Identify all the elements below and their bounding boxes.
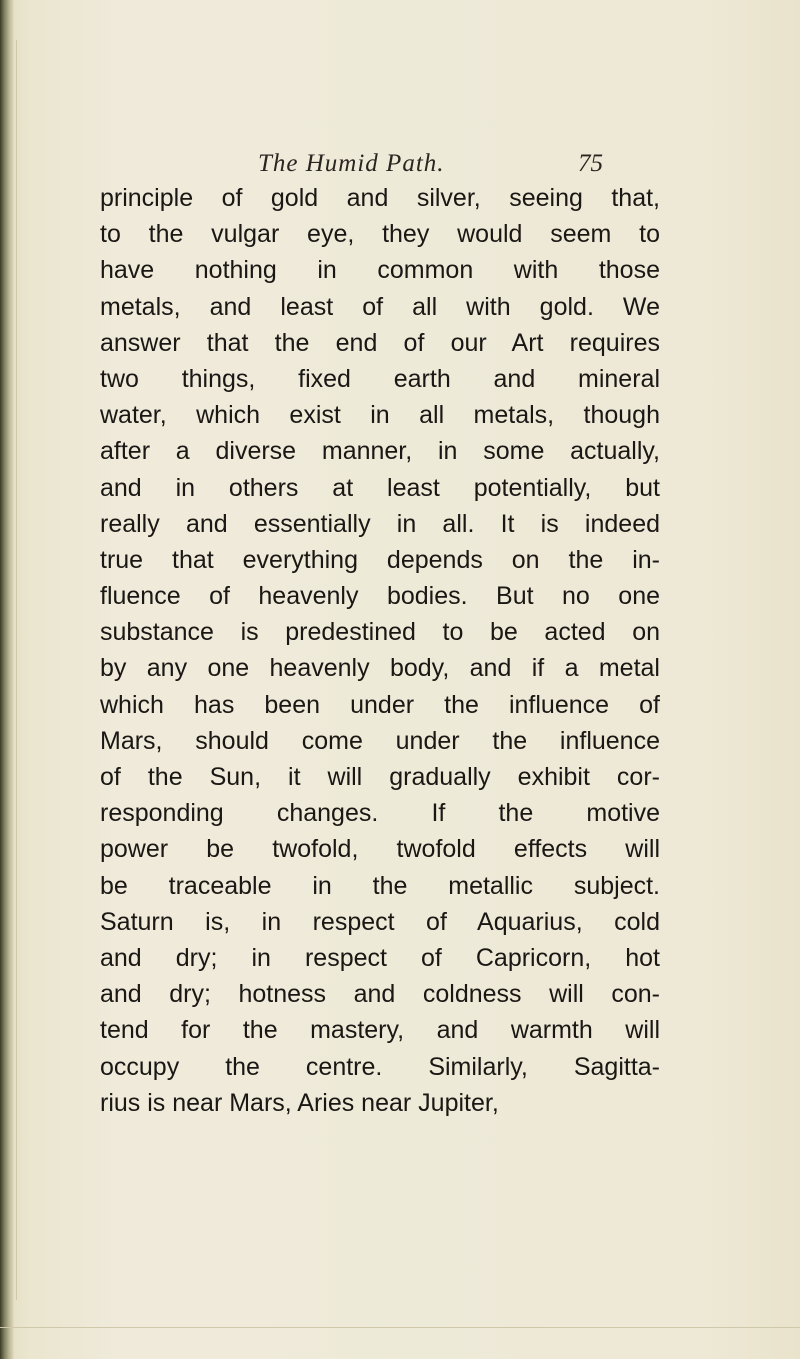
gutter-crease <box>16 40 17 1300</box>
text-line: responding changes. If the motive <box>100 799 660 828</box>
text-line: answer that the end of our Art requires <box>100 328 660 357</box>
book-gutter-shadow <box>0 0 14 1359</box>
text-line: of the Sun, it will gradually exhibit cor- <box>100 763 660 791</box>
text-line: fluence of heavenly bodies. But no one <box>100 582 660 611</box>
text-line: to the vulgar eye, they would seem to <box>100 220 660 249</box>
text-line: power be twofold, twofold effects will <box>100 835 660 864</box>
text-line: true that everything depends on the in- <box>100 545 660 574</box>
text-line: rius is near Mars, Aries near Jupiter, <box>100 1088 499 1117</box>
text-line: and dry; hotness and coldness will con- <box>100 980 660 1009</box>
text-line: by any one heavenly body, and if a metal <box>100 654 660 683</box>
text-line: which has been under the influence of <box>100 690 660 719</box>
text-line: water, which exist in all metals, though <box>100 401 660 430</box>
text-line: be traceable in the metallic subject. <box>100 871 660 900</box>
running-title: The Humid Path. <box>258 150 445 177</box>
text-line: have nothing in common with those <box>100 256 660 285</box>
text-line: after a diverse manner, in some actually, <box>100 437 660 466</box>
text-line: metals, and least of all with gold. We <box>100 292 660 321</box>
text-line: principle of gold and silver, seeing that, <box>100 184 660 212</box>
text-line: Mars, should come under the influence <box>100 726 660 755</box>
body-text <box>100 180 660 1121</box>
text-line: two things, fixed earth and mineral <box>100 364 660 393</box>
page-number: 75 <box>578 150 603 177</box>
page-bottom-edge <box>0 1327 800 1328</box>
text-line: tend for the mastery, and warmth will <box>100 1016 660 1045</box>
text-line: and in others at least potentially, but <box>100 473 660 502</box>
text-line: and dry; in respect of Capricorn, hot <box>100 943 660 972</box>
text-line: really and essentially in all. It is indeed <box>100 509 660 538</box>
text-line: occupy the centre. Similarly, Sagitta- <box>100 1052 660 1081</box>
text-line: substance is predestined to be acted on <box>100 618 660 647</box>
text-line: Saturn is, in respect of Aquarius, cold <box>100 907 660 936</box>
